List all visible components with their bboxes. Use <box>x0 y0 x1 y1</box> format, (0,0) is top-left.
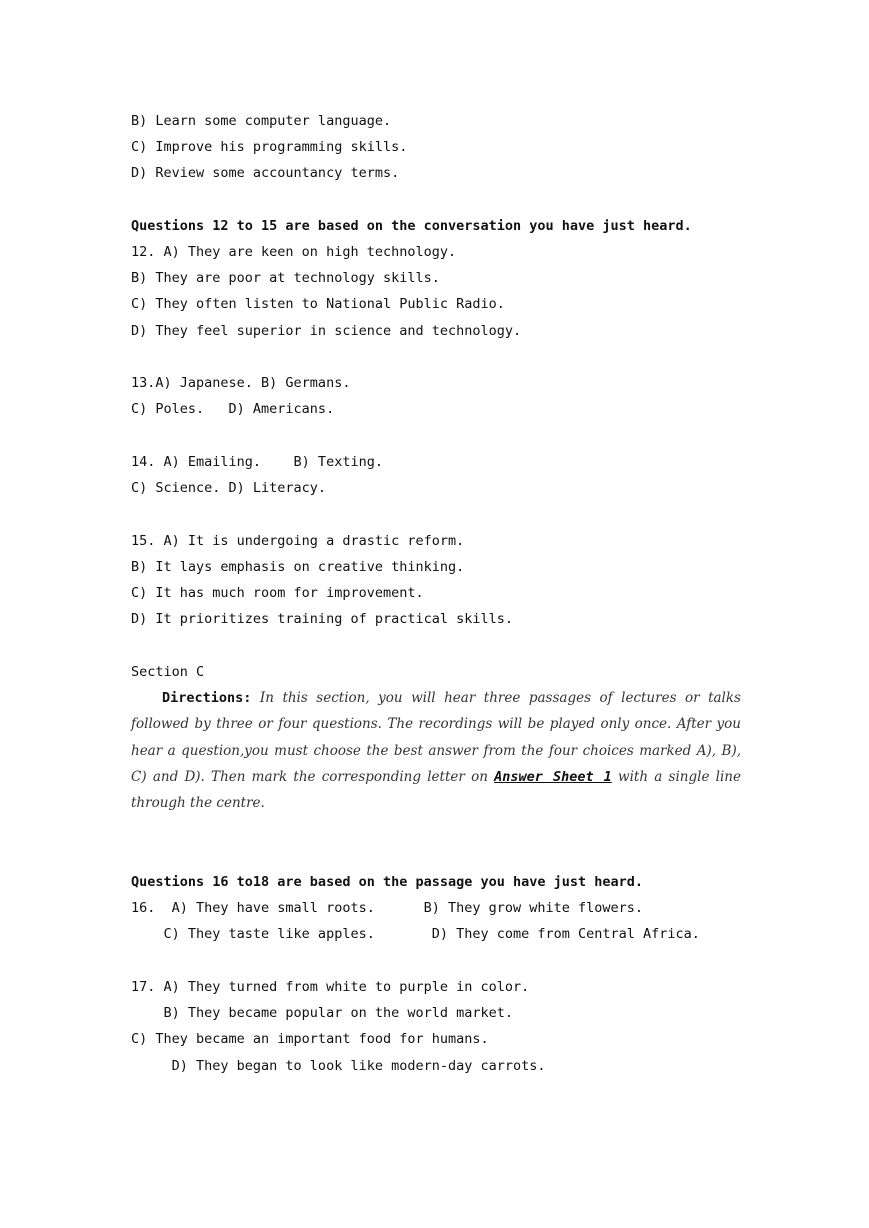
questions-12-15-header: Questions 12 to 15 are based on the conversation you have just heard. <box>131 218 692 234</box>
q15-option-d: D) It prioritizes training of practical skills. <box>131 611 514 627</box>
q13-options-cd: C) Poles. D) Americans. <box>131 401 335 417</box>
q16-options-ab: 16. A) They have small roots. B) They grow white flowers. <box>131 900 644 916</box>
questions-16-18-header: Questions 16 to18 are based on the passage you have just heard. <box>131 874 644 890</box>
q12-option-b: B) They are poor at technology skills. <box>131 270 440 286</box>
section-c-directions <box>131 685 741 816</box>
q13-options-ab: 13.A) Japanese. B) Germans. <box>131 375 351 391</box>
q12-option-d: D) They feel superior in science and technology. <box>131 323 522 339</box>
directions-label: Directions: <box>162 690 252 706</box>
q15-option-a: 15. A) It is undergoing a drastic reform. <box>131 533 465 549</box>
q12-option-c: C) They often listen to National Public Radio. <box>131 296 505 312</box>
q11-option-c: C) Improve his programming skills. <box>131 139 408 155</box>
q15-option-b: B) It lays emphasis on creative thinking. <box>131 559 465 575</box>
answer-sheet-reference: Answer Sheet 1 <box>494 768 612 785</box>
q14-options-cd: C) Science. D) Literacy. <box>131 480 327 496</box>
directions-text: In this section, you will hear three passages of lectures or talks followed by three or four questions. The recordings will be played only once. After you hear a question,you must choose the best answer from the four choices marked A), B), C) and D). Then mark the corresponding letter on <box>131 690 741 785</box>
q17-option-c: C) They became an important food for humans. <box>131 1031 489 1047</box>
q14-options-ab: 14. A) Emailing. B) Texting. <box>131 454 383 470</box>
q15-option-c: C) It has much room for improvement. <box>131 585 424 601</box>
section-c-title: Section C <box>131 664 205 680</box>
q17-option-d: D) They began to look like modern-day carrots. <box>131 1058 546 1074</box>
q17-option-b: B) They became popular on the world market. <box>131 1005 514 1021</box>
directions-text-end: with a single line through the centre. <box>131 768 741 812</box>
q12-option-a: 12. A) They are keen on high technology. <box>131 244 457 260</box>
q16-options-cd: C) They taste like apples. D) They come from Central Africa. <box>131 926 700 942</box>
q11-option-d: D) Review some accountancy terms. <box>131 165 400 181</box>
q11-option-b: B) Learn some computer language. <box>131 113 392 129</box>
q17-option-a: 17. A) They turned from white to purple in color. <box>131 979 530 995</box>
